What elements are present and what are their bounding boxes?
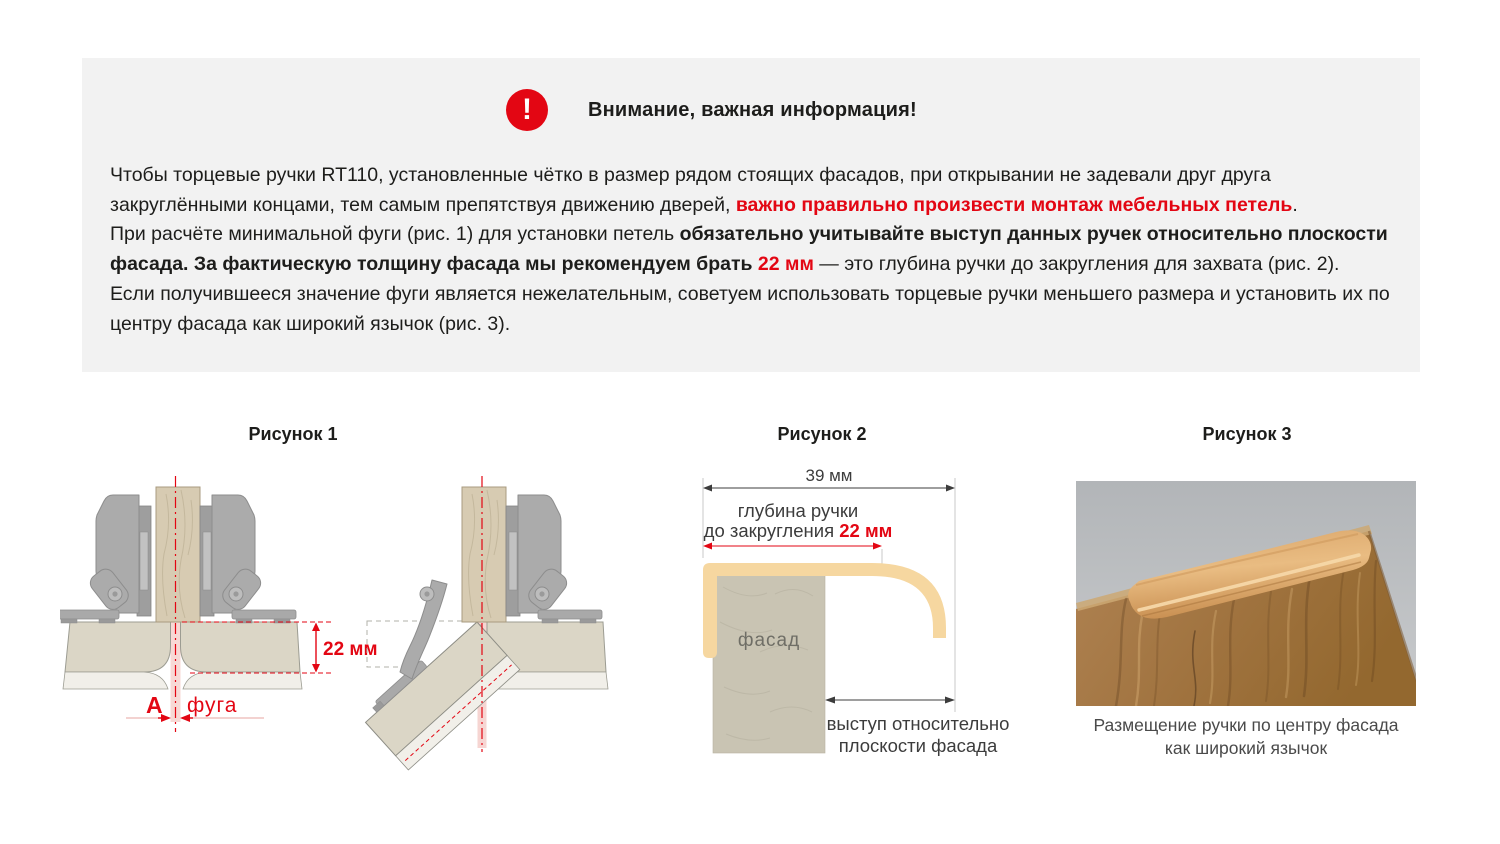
depth-label-line2: [704, 520, 893, 541]
dim-arrowhead-up: [312, 623, 320, 632]
hinge-right: [200, 495, 296, 623]
p1-text-end: .: [1292, 193, 1298, 216]
facade-label: фасад: [737, 630, 801, 651]
facade-panel: [713, 572, 825, 753]
gap-letter-a: А: [146, 692, 163, 718]
p1-text: Чтобы торцевые ручки RT110, установленные чётко в размер рядом стоящих фасадов, при открывании не задевали друг друга закруглёнными концами, тем самым препятствуя движению дверей,: [110, 164, 1271, 216]
right-door-slab: [181, 622, 301, 672]
depth-label-prefix: до закругления: [703, 520, 840, 541]
figure-3-title: Рисунок 3: [1202, 424, 1292, 444]
warning-exclamation-icon: [506, 89, 548, 131]
protrusion-label-line1: выступ относительно: [826, 713, 1010, 734]
left-door-edge: [63, 672, 168, 689]
figure-3-caption: [1076, 714, 1416, 759]
figure-1-title: Рисунок 1: [248, 424, 338, 444]
notice-header: [506, 88, 917, 132]
caption-line-2: как широкий язычок: [1164, 737, 1328, 758]
caption-line-1: Размещение ручки по центру фасада: [1093, 715, 1399, 735]
closed-doors-diagram: [60, 476, 378, 732]
figure-3-photo: [1076, 481, 1416, 706]
notice-text: [110, 161, 1400, 339]
hinge-left: [60, 495, 151, 623]
right-door-edge: [183, 672, 302, 689]
cabinet-panel-2: [462, 487, 506, 622]
p1-red-text: важно правильно произвести монтаж мебельных петель: [735, 193, 1293, 216]
hinge-right-2: [506, 495, 602, 623]
gap-label-fuga: фуга: [187, 694, 238, 717]
notice-paragraph-1: [110, 161, 1400, 220]
depth-label-line1: глубина ручки: [737, 500, 859, 521]
depth-value-22mm: 22 мм: [839, 520, 893, 541]
p2-bold-text: обязательно учитывайте выступ данных ручек относительно плоскости фасада. За фактическую толщину фасада мы рекомендуем брать: [110, 223, 1388, 276]
dim-arrowhead-down: [312, 664, 320, 673]
notice-paragraph-3: Если получившееся значение фуги является нежелательным, советуем использовать торцевые ручки меньшего размера и установить их по центру фасада как широкий язычок (рис. 3).: [110, 282, 1390, 335]
p2-text-end: — это глубина ручки до закругления для захвата (рис. 2).: [813, 253, 1340, 276]
width-dimension-label: 39 мм: [805, 466, 853, 485]
notice-title: Внимание, важная информация!: [588, 98, 917, 121]
figure-1-illustration: [60, 470, 620, 800]
left-door-slab: [65, 622, 171, 672]
opened-door-diagram: [360, 476, 620, 770]
figure-2-illustration: [690, 462, 1020, 772]
p2-red-value: 22 мм: [757, 253, 814, 276]
cabinet-panel: [156, 487, 200, 622]
warning-glyph: !: [522, 93, 532, 126]
notice-paragraph-2: [110, 220, 1400, 279]
figure-2-title: Рисунок 2: [777, 424, 867, 444]
p2-text: При расчёте минимальной фуги (рис. 1) для установки петель: [110, 223, 680, 246]
protrusion-label-line2: плоскости фасада: [838, 735, 998, 756]
dim-label-22mm: 22 мм: [323, 639, 378, 660]
